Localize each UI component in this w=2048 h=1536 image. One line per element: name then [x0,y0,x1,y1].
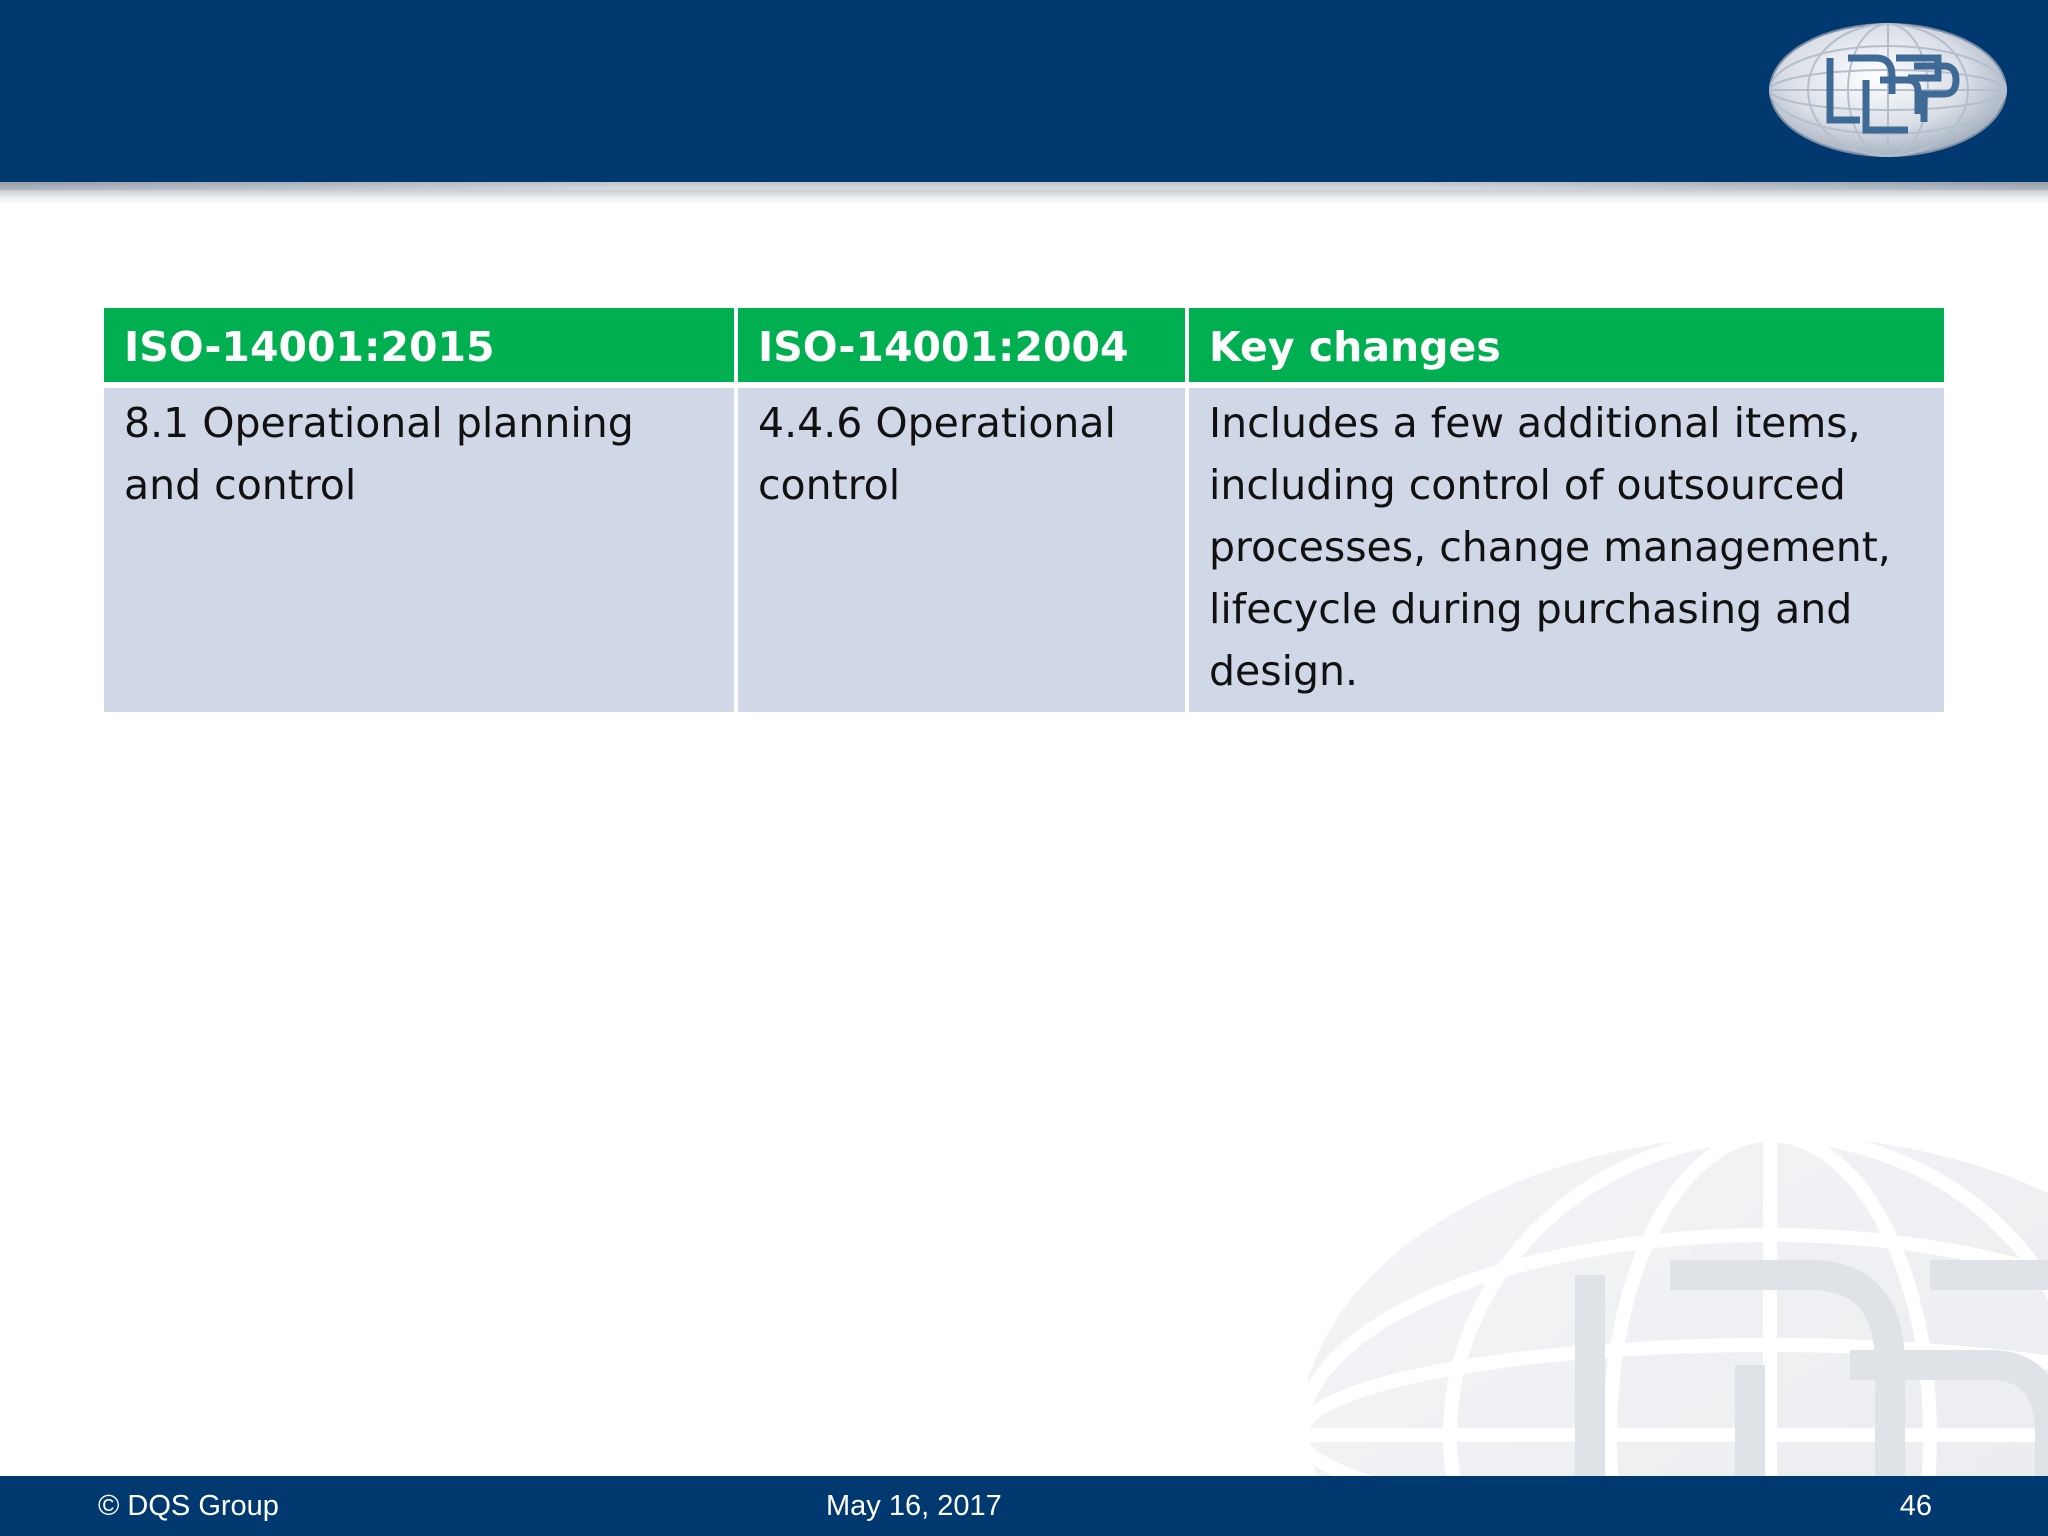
header-divider [0,182,2048,204]
table-header-row [104,308,1944,388]
column-header-iso-2015: ISO-14001:2015 [104,308,734,388]
table-cell-iso-2015: 8.1 Operational planning and control [104,388,734,712]
comparison-table [104,308,1944,712]
table-row [104,388,1944,712]
footer-copyright: © DQS Group [98,1490,279,1522]
dqs-watermark-logo-icon [1290,1105,2048,1525]
footer-bar [0,1476,2048,1536]
footer-page-number: 46 [1899,1490,1932,1522]
column-header-iso-2004: ISO-14001:2004 [734,308,1185,388]
table-cell-iso-2004: 4.4.6 Operational control [734,388,1185,712]
dqs-globe-logo-icon [1768,22,2008,158]
table-cell-key-changes: Includes a few additional items, including control of outsourced processes, change management, lifecycle during purchasing and design. [1185,388,1944,712]
header-band [0,0,2048,182]
column-header-key-changes: Key changes [1185,308,1944,388]
footer-date: May 16, 2017 [826,1490,1002,1522]
